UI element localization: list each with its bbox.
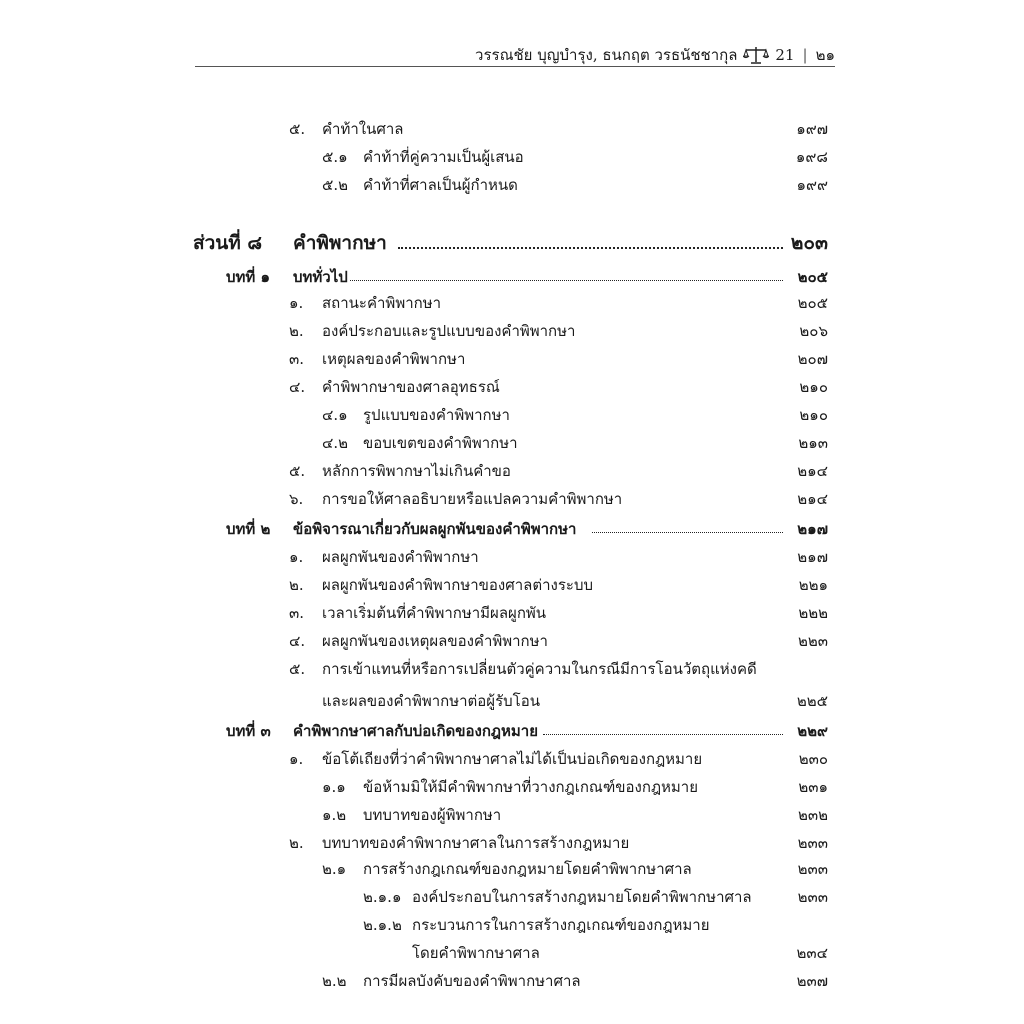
toc-row	[0, 830, 1024, 856]
toc-title: ข้อโต้เถียงที่ว่าคำพิพากษาศาลไม่ได้เป็นบ่อเกิดของกฎหมาย	[322, 750, 703, 768]
toc-number: ๕.๒	[322, 176, 349, 194]
toc-page: ๒๓๓	[797, 888, 828, 906]
toc-page: ๒๓๓	[797, 834, 828, 852]
toc-title: บททั่วไป	[293, 268, 348, 286]
header-rule	[195, 66, 835, 67]
toc-row	[0, 774, 1024, 800]
toc-row	[0, 746, 1024, 772]
toc-title: ผลผูกพันของคำพิพากษา	[322, 548, 479, 566]
dot-leader	[398, 245, 783, 249]
toc-number: ๒.๑	[322, 860, 347, 878]
toc-title: หลักการพิพากษาไม่เกินคำขอ	[322, 462, 511, 480]
toc-page: ๒๐๕	[797, 294, 828, 312]
toc-title: กระบวนการในการสร้างกฎเกณฑ์ของกฎหมาย	[412, 916, 710, 934]
toc-number: ๒.	[289, 322, 304, 340]
toc-title: เหตุผลของคำพิพากษา	[322, 350, 466, 368]
toc-number: ๔.	[289, 632, 306, 650]
toc-row	[0, 912, 1024, 938]
toc-number: ๓.	[289, 350, 305, 368]
toc-page: ๒๑๓	[798, 434, 828, 452]
toc-number: ๔.๒	[322, 434, 349, 452]
toc-title: คำท้าที่คู่ความเป็นผู้เสนอ	[363, 148, 524, 166]
toc-chapter-heading	[0, 718, 1024, 744]
toc-title: บทบาทของผู้พิพากษา	[363, 806, 502, 824]
toc-part-heading	[0, 230, 1024, 256]
toc-page: ๒๓๐	[798, 750, 828, 768]
toc-row	[0, 856, 1024, 882]
toc-row	[0, 884, 1024, 910]
toc-number: บทที่ ๒	[226, 520, 271, 538]
toc-page: ๒๐๕	[797, 268, 828, 286]
toc-page: ๑๙๙	[796, 176, 828, 194]
toc-title: รูปแบบของคำพิพากษา	[363, 406, 510, 424]
toc-page: ๒๒๓	[797, 632, 828, 650]
toc-title: การเข้าแทนที่หรือการเปลี่ยนตัวคู่ความในกรณีมีการโอนวัตถุแห่งคดี	[322, 660, 757, 678]
toc-page: ๒๑๔	[797, 462, 828, 480]
toc-page: ๒๓๔	[796, 944, 828, 962]
running-header	[195, 44, 835, 66]
toc-title: คำท้าในศาล	[322, 120, 404, 138]
toc-row	[0, 144, 1024, 170]
toc-number: ๑.	[289, 294, 304, 312]
toc-title: ผลผูกพันของเหตุผลของคำพิพากษา	[322, 632, 548, 650]
toc-number: ๑.๑	[322, 778, 346, 796]
toc-number: บทที่ ๓	[226, 722, 271, 740]
dot-leader	[592, 530, 783, 533]
toc-number: ส่วนที่ ๘	[193, 232, 263, 254]
toc-title: โดยคำพิพากษาศาล	[412, 944, 540, 962]
toc-page: ๒๒๙	[797, 722, 828, 740]
toc-number: ๒.๒	[322, 972, 347, 990]
toc-number: ๒.	[289, 834, 304, 852]
toc-number: ๒.๑.๑	[363, 888, 402, 906]
toc-chapter-heading	[0, 264, 1024, 290]
toc-row	[0, 802, 1024, 828]
toc-chapter-heading	[0, 516, 1024, 542]
toc-number: บทที่ ๑	[226, 268, 271, 286]
header-authors: วรรณชัย บุญบำรุง, ธนกฤต วรธนัชชากุล	[475, 46, 738, 64]
toc-title: ขอบเขตของคำพิพากษา	[363, 434, 518, 452]
toc-row	[0, 940, 1024, 966]
header-separator: |	[802, 46, 808, 64]
toc-page: ๒๑๐	[799, 378, 828, 396]
toc-row	[0, 486, 1024, 512]
toc-row	[0, 628, 1024, 654]
toc-row	[0, 290, 1024, 316]
toc-row	[0, 402, 1024, 428]
toc-number: ๒.	[289, 576, 304, 594]
toc-title: องค์ประกอบในการสร้างกฎหมายโดยคำพิพากษาศาล	[412, 888, 752, 906]
toc-number: ๔.	[289, 378, 306, 396]
toc-page: ๒๐๖	[799, 322, 828, 340]
toc-row	[0, 346, 1024, 372]
header-page-thai: ๒๑	[815, 46, 835, 64]
toc-title: การสร้างกฎเกณฑ์ของกฎหมายโดยคำพิพากษาศาล	[363, 860, 692, 878]
toc-row	[0, 688, 1024, 714]
toc-page: ๒๑๐	[799, 406, 828, 424]
toc-row	[0, 656, 1024, 682]
toc-page: ๒๒๕	[796, 692, 828, 710]
toc-page: ๒๑๔	[797, 490, 828, 508]
header-page-arabic: 21	[775, 46, 795, 64]
toc-number: ๔.๑	[322, 406, 348, 424]
dot-leader	[543, 732, 783, 735]
toc-page: ๒๓๓	[797, 860, 828, 878]
toc-title: การขอให้ศาลอธิบายหรือแปลความคำพิพากษา	[322, 490, 623, 508]
toc-page: ๒๑๗	[797, 520, 828, 538]
toc-number: ๕.	[289, 120, 306, 138]
toc-number: ๑.	[289, 750, 304, 768]
toc-title: สถานะคำพิพากษา	[322, 294, 442, 312]
toc-page: ๒๐๓	[790, 232, 828, 254]
toc-title: ข้อพิจารณาเกี่ยวกับผลผูกพันของคำพิพากษา	[293, 520, 577, 538]
toc-page: ๑๙๗	[796, 120, 828, 138]
toc-title: คำท้าที่ศาลเป็นผู้กำหนด	[363, 176, 518, 194]
toc-title: คำพิพากษาของศาลอุทธรณ์	[322, 378, 500, 396]
toc-number: ๒.๑.๒	[363, 916, 402, 934]
toc-title: องค์ประกอบและรูปแบบของคำพิพากษา	[322, 322, 576, 340]
dot-leader	[350, 278, 783, 281]
toc-row	[0, 544, 1024, 570]
toc-row	[0, 600, 1024, 626]
toc-title: บทบาทของคำพิพากษาศาลในการสร้างกฎหมาย	[322, 834, 630, 852]
toc-title: เวลาเริ่มต้นที่คำพิพากษามีผลผูกพัน	[322, 604, 547, 622]
toc-row	[0, 374, 1024, 400]
toc-number: ๑.	[289, 548, 304, 566]
toc-title: ข้อห้ามมิให้มีคำพิพากษาที่วางกฎเกณฑ์ของกฎหมาย	[363, 778, 699, 796]
toc-number: ๕.	[289, 660, 306, 678]
toc-title: คำพิพากษาศาลกับบ่อเกิดของกฎหมาย	[293, 722, 538, 740]
toc-row	[0, 458, 1024, 484]
toc-number: ๕.๑	[322, 148, 348, 166]
toc-row	[0, 318, 1024, 344]
toc-page: ๑๙๘	[795, 148, 828, 166]
scales-of-justice-icon	[743, 45, 769, 65]
toc-page: ๒๒๑	[798, 576, 828, 594]
toc-row	[0, 968, 1024, 994]
toc-title: ผลผูกพันของคำพิพากษาของศาลต่างระบบ	[322, 576, 593, 594]
toc-title: การมีผลบังคับของคำพิพากษาศาล	[363, 972, 581, 990]
toc-page: ๒๓๒	[797, 806, 828, 824]
toc-page: ๒๓๗	[796, 972, 828, 990]
toc-page: ๒๓๑	[798, 778, 828, 796]
toc-row	[0, 172, 1024, 198]
toc-number: ๓.	[289, 604, 305, 622]
toc-number: ๖.	[289, 490, 304, 508]
toc-title: และผลของคำพิพากษาต่อผู้รับโอน	[322, 692, 540, 710]
toc-page: ๒๒๒	[798, 604, 828, 622]
toc-row	[0, 430, 1024, 456]
toc-page: ๒๑๗	[797, 548, 828, 566]
toc-page: ๒๐๗	[797, 350, 828, 368]
toc-number: ๑.๒	[322, 806, 347, 824]
toc-row	[0, 116, 1024, 142]
toc-number: ๕.	[289, 462, 306, 480]
toc-title: คำพิพากษา	[293, 232, 387, 254]
toc-row	[0, 572, 1024, 598]
